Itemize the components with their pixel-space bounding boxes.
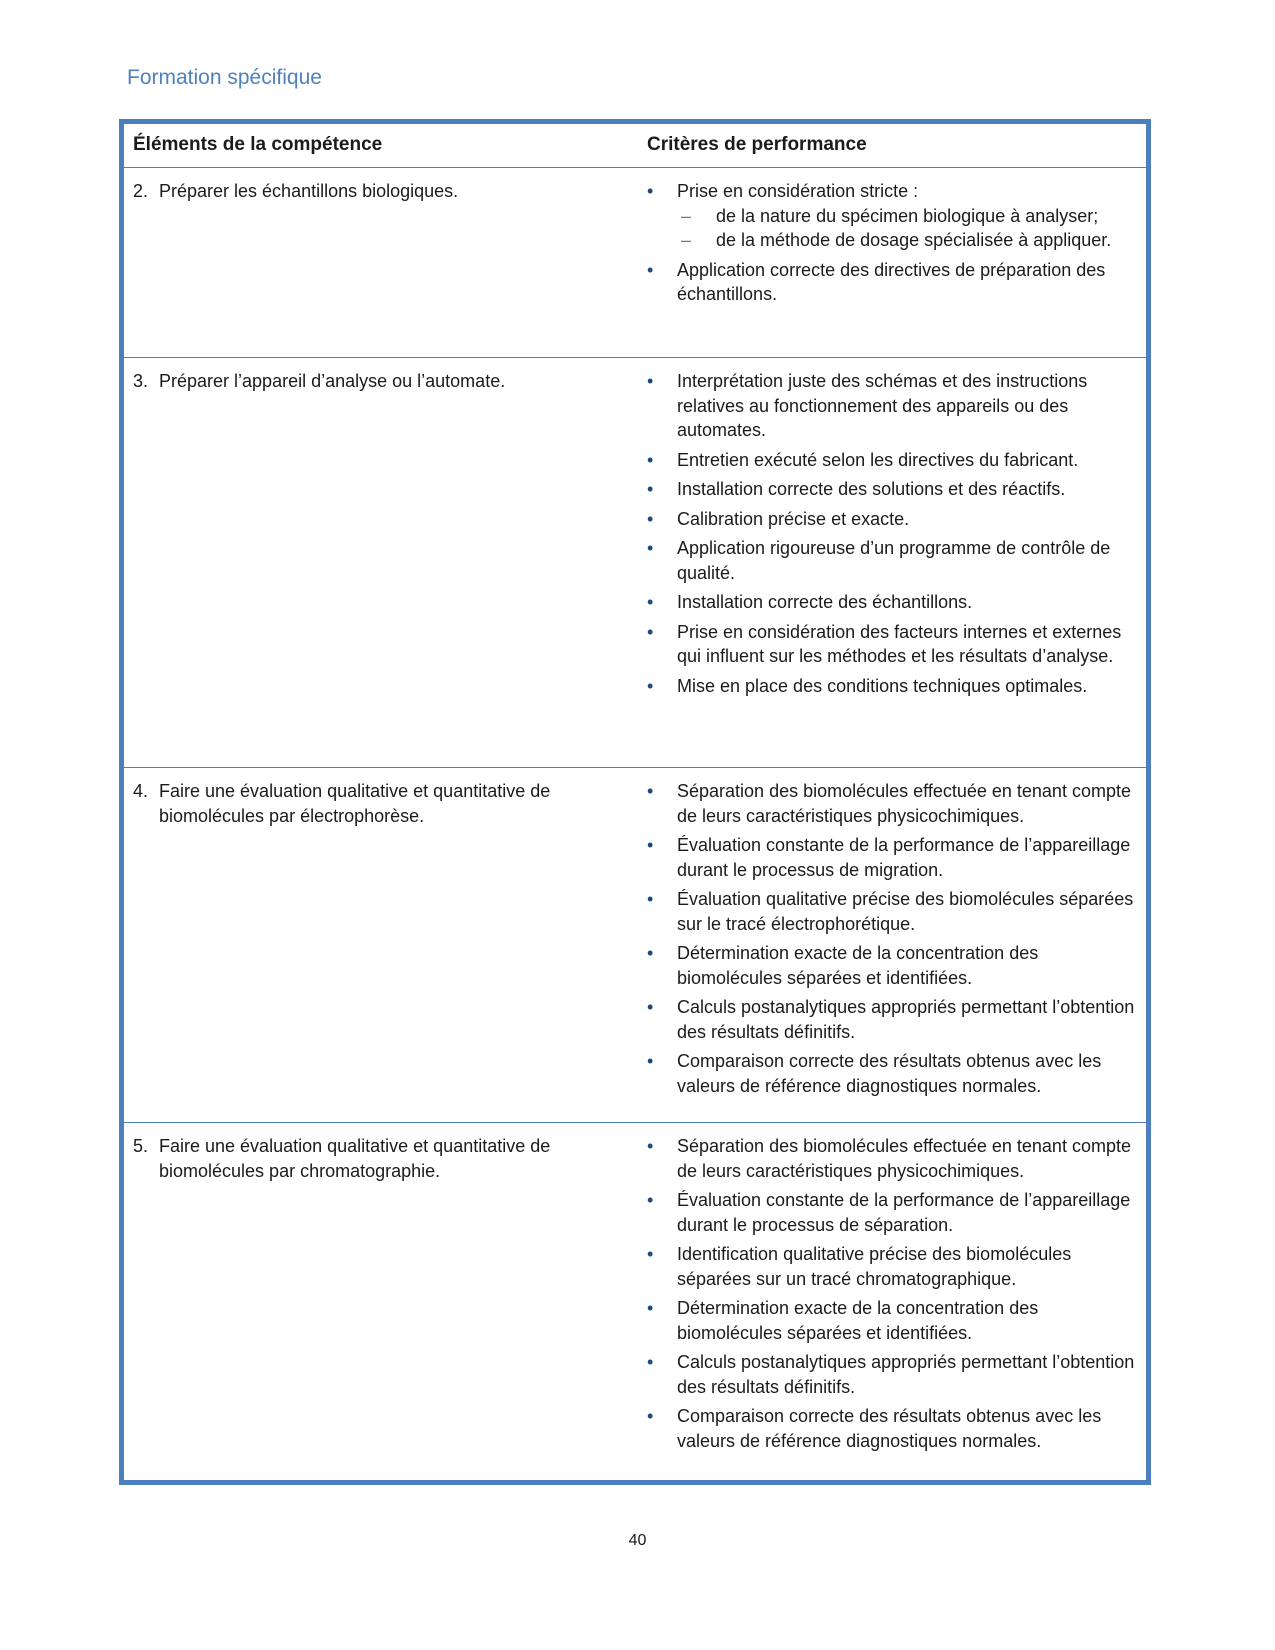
criterion-text: Calculs postanalytiques appropriés permettant l’obtention des résultats définitifs. — [677, 997, 1135, 1042]
criterion-item — [647, 590, 1138, 615]
element-number: 5. — [133, 1136, 149, 1156]
table-row — [124, 358, 1146, 768]
bullet-icon: • — [647, 621, 654, 642]
bullet-icon: • — [647, 538, 654, 558]
criteria-cell — [626, 768, 1146, 1122]
criterion-item — [647, 477, 1138, 502]
page-number: 40 — [628, 1532, 647, 1549]
bullet-icon: • — [647, 1352, 654, 1372]
criterion-item — [647, 1134, 1138, 1183]
criterion-item — [647, 369, 1138, 443]
subitem-text: de la nature du spécimen biologique à analyser; — [716, 205, 1099, 226]
criterion-item — [647, 507, 1138, 532]
criterion-text: Séparation des biomolécules effectuée en tenant compte de leurs caractéristiques physicochimiques. — [677, 781, 1131, 826]
criterion-text: Détermination exacte de la concentration des biomolécules séparées et identifiées. — [677, 1298, 1039, 1343]
dash-icon: – — [681, 205, 692, 226]
bullet-icon: • — [647, 181, 654, 201]
section-title: Formation spécifique — [127, 66, 322, 89]
table-row — [124, 1123, 1146, 1480]
criteria-cell — [626, 358, 1146, 767]
bullet-icon: • — [647, 1406, 654, 1426]
criterion-item — [647, 887, 1138, 936]
table-header-row — [124, 124, 1146, 168]
criterion-item — [647, 1188, 1138, 1237]
bullet-icon: • — [647, 781, 654, 801]
criterion-text: Interprétation juste des schémas et des instructions relatives au fonctionnement des appareils ou des automates. — [677, 371, 1088, 440]
criterion-text: Application correcte des directives de préparation des échantillons. — [677, 259, 1106, 304]
element-number: 4. — [133, 781, 149, 801]
bullet-icon: • — [647, 889, 654, 909]
criterion-text: Comparaison correcte des résultats obtenus avec les valeurs de référence diagnostiques normales. — [677, 1051, 1102, 1096]
bullet-icon: • — [647, 835, 654, 855]
criterion-item — [647, 448, 1138, 473]
subitem-text: de la méthode de dosage spécialisée à appliquer. — [716, 230, 1112, 250]
bullet-icon: • — [647, 1051, 654, 1071]
criterion-subitem — [681, 204, 1135, 229]
criterion-text: Entretien exécuté selon les directives du fabricant. — [677, 449, 1079, 470]
criterion-text: Installation correcte des échantillons. — [677, 592, 973, 612]
criterion-item — [647, 941, 1138, 990]
criterion-text: Évaluation constante de la performance de l’appareillage durant le processus de migration. — [677, 835, 1131, 880]
criterion-text: Détermination exacte de la concentration des biomolécules séparées et identifiées. — [677, 943, 1039, 988]
criterion-item — [647, 1296, 1138, 1345]
criterion-item — [647, 620, 1138, 669]
table-row — [124, 768, 1146, 1123]
criterion-item — [647, 833, 1138, 882]
criterion-item — [647, 1049, 1138, 1098]
bullet-icon: • — [647, 1298, 654, 1318]
criterion-item — [647, 179, 1138, 253]
criterion-text: Identification qualitative précise des biomolécules séparées sur un tracé chromatographique. — [677, 1244, 1072, 1289]
criterion-text: Calibration précise et exacte. — [677, 508, 910, 529]
criterion-item — [647, 995, 1138, 1044]
criterion-item — [647, 779, 1138, 828]
criteria-cell — [626, 168, 1146, 357]
element-text: Faire une évaluation qualitative et quantitative de biomolécules par électrophorèse. — [159, 781, 551, 826]
table-row — [124, 168, 1146, 358]
criterion-item — [647, 1404, 1138, 1453]
criterion-item — [647, 1350, 1138, 1399]
table-header-elements: Éléments de la compétence — [133, 134, 383, 155]
bullet-icon: • — [647, 371, 654, 391]
criterion-text: Comparaison correcte des résultats obtenus avec les valeurs de référence diagnostiques normales. — [677, 1406, 1102, 1451]
criterion-subitem — [681, 228, 1135, 253]
element-text: Préparer l’appareil d’analyse ou l’automate. — [159, 371, 506, 391]
competence-table — [119, 119, 1151, 1485]
criterion-item — [647, 1242, 1138, 1291]
dash-icon: – — [681, 230, 692, 250]
bullet-icon: • — [647, 1136, 654, 1156]
element-cell — [124, 1123, 626, 1480]
element-text: Faire une évaluation qualitative et quantitative de biomolécules par chromatographie. — [159, 1136, 551, 1181]
criterion-item — [647, 536, 1138, 585]
bullet-icon: • — [647, 479, 654, 499]
bullet-icon: • — [647, 508, 654, 529]
criterion-text: Évaluation constante de la performance de l’appareillage durant le processus de séparation. — [677, 1190, 1131, 1235]
bullet-icon: • — [647, 943, 654, 963]
bullet-icon: • — [647, 449, 654, 470]
bullet-icon: • — [647, 997, 654, 1017]
bullet-icon: • — [647, 592, 654, 612]
criterion-text: Prise en considération des facteurs internes et externes qui influent sur les méthodes et les résultats d’analyse. — [677, 621, 1122, 666]
criterion-text: Évaluation qualitative précise des biomolécules séparées sur le tracé électrophorétique. — [677, 889, 1134, 934]
bullet-icon: • — [647, 259, 654, 280]
element-number: 3. — [133, 371, 149, 391]
element-cell — [124, 168, 626, 357]
criterion-text: Séparation des biomolécules effectuée en tenant compte de leurs caractéristiques physicochimiques. — [677, 1136, 1131, 1181]
criterion-text: Prise en considération stricte : — [677, 181, 919, 201]
bullet-icon: • — [647, 1244, 654, 1264]
criterion-text: Application rigoureuse d’un programme de contrôle de qualité. — [677, 538, 1111, 583]
element-cell — [124, 768, 626, 1122]
criteria-cell — [626, 1123, 1146, 1480]
bullet-icon: • — [647, 1190, 654, 1210]
criterion-text: Installation correcte des solutions et des réactifs. — [677, 479, 1066, 499]
element-number: 2. — [133, 181, 149, 201]
criterion-item — [647, 674, 1138, 699]
criterion-text: Calculs postanalytiques appropriés permettant l’obtention des résultats définitifs. — [677, 1352, 1135, 1397]
table-header-criteria: Critères de performance — [647, 134, 867, 155]
criterion-item — [647, 258, 1138, 307]
element-cell — [124, 358, 626, 767]
bullet-icon: • — [647, 675, 654, 696]
element-text: Préparer les échantillons biologiques. — [159, 181, 459, 201]
criterion-text: Mise en place des conditions techniques optimales. — [677, 675, 1088, 696]
